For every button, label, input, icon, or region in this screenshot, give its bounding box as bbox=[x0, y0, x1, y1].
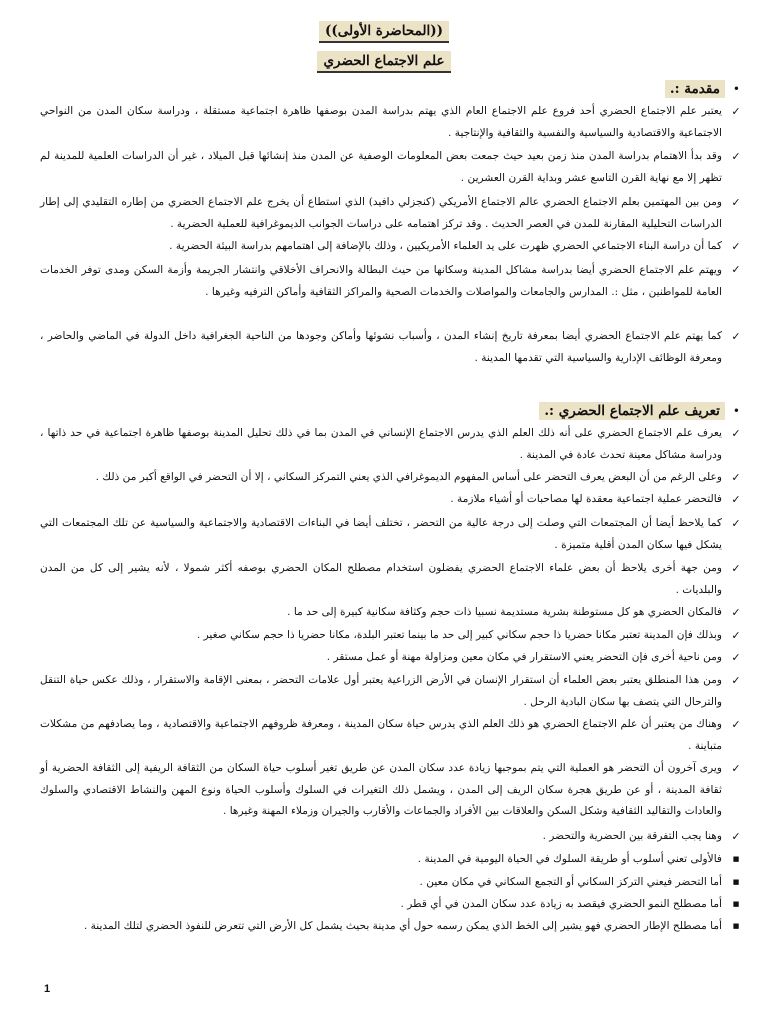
list-item-text: كما يهتم علم الاجتماع الحضري أيضا بمعرفة تاريخ إنشاء المدن ، وأسباب نشوئها وأماكن وجودها من الناحية الجغرافية داخل الدولة في الماضي والحاضر ، ومعرفة الوظائف الإدارية والسياسية التي تقدمها المدينة . bbox=[40, 330, 722, 364]
list-item-text: ويهتم علم الاجتماع الحضري أيضا بدراسة مشاكل المدينة وسكانها من حيث البطالة والانحراف الأخلاقي وانتشار الجريمة وأزمة السكن ومدى توفر الخدمات العامة للمواطنين ، مثل :. المدارس والجامعات والمواصلات والخدمات الصحية والمراكز الثقافية وأماكن الترفيه وغيرها . bbox=[40, 264, 722, 298]
list-item bbox=[40, 101, 744, 144]
checkmark-icon: ✓ bbox=[731, 240, 741, 253]
list-item bbox=[40, 513, 744, 556]
square-bullet-icon: ■ bbox=[732, 855, 740, 863]
list-item bbox=[40, 326, 744, 369]
lecture-title-text: ((المحاضرة الأولى)) bbox=[319, 21, 449, 43]
checkmark-icon: ✓ bbox=[731, 427, 741, 440]
checkmark-icon: ✓ bbox=[731, 830, 741, 843]
checkmark-icon: ✓ bbox=[731, 606, 741, 619]
square-bullet-icon: ■ bbox=[732, 922, 740, 930]
list-item-text: أما مصطلح النمو الحضري فيقصد به زيادة عدد سكان المدن في أي قطر . bbox=[400, 898, 722, 910]
lecture-title bbox=[0, 20, 768, 43]
list-item-text: ومن جهة أخرى يلاحظ أن بعض علماء الاجتماع الحضري يفضلون استخدام مصطلح المكان الحضري بوصفه أكثر شمولا ، لأنه يشير إلى كل من المدن والبلديات . bbox=[40, 562, 722, 596]
list-item bbox=[40, 602, 744, 624]
list-item bbox=[40, 916, 744, 938]
list-item bbox=[40, 894, 744, 916]
list-item-text: فالتحضر عملية اجتماعية معقدة لها مصاحبات أو أشياء ملازمة . bbox=[450, 493, 722, 505]
list-item bbox=[40, 192, 744, 235]
list-item-text: كما أن دراسة البناء الاجتماعي الحضري ظهرت على يد العلماء الأمريكيين ، وذلك بالإضافة إلى اهتمامهم بدراسة البيئة الحضرية . bbox=[169, 240, 722, 252]
checkmark-icon: ✓ bbox=[731, 517, 741, 530]
list-item-text: كما يلاحظ أيضا أن المجتمعات التي وصلت إلى درجة عالية من التحضر ، تختلف أيضا في البناءات الاقتصادية والاجتماعية والسياسية عن تلك المجتمعات التي يشكل فيها سكان المدن أقلية متميزة . bbox=[40, 517, 722, 551]
list-item-text: يعرف علم الاجتماع الحضري على أنه ذلك العلم الذي يدرس الاجتماع الإنساني في المدن بما في ذلك تحليل المدينة بوصفها ظاهرة اجتماعية في حد ذاتها ، ودراسة مشاكل معينة تحدث عادة في المدينة . bbox=[40, 427, 722, 461]
list-item bbox=[40, 670, 744, 713]
checkmark-icon: ✓ bbox=[731, 718, 741, 731]
list-item bbox=[40, 872, 744, 894]
checkmark-icon: ✓ bbox=[731, 651, 741, 664]
section-heading-definition bbox=[539, 400, 740, 422]
list-item-text: ومن بين المهتمين بعلم الاجتماع الحضري عالم الاجتماع الأمريكي (كنجزلي دافيد) الذي استطاع أن يخرج علم الاجتماع الحضري من إطاره التقليدي إلى إطار الدراسات التحليلية المقارنة للمدن في العصر الحديث . وقد تركز اهتمامه على دراسات الجوانب الديموغرافية للعملية الحضرية . bbox=[40, 196, 722, 230]
list-item-text: يعتبر علم الاجتماع الحضري أحد فروع علم الاجتماع العام الذي يهتم بدراسة المدن بوصفها ظاهرة اجتماعية مستقلة ، ودراسة سكان المدن من النواحي الاجتماعية والاقتصادية والسياسية والنفسية والثقافية والإنتاجية . bbox=[40, 105, 722, 139]
list-item bbox=[40, 826, 744, 848]
list-item bbox=[40, 489, 744, 511]
list-item bbox=[40, 467, 744, 489]
list-item bbox=[40, 647, 744, 669]
list-item-text: أما التحضر فيعني التركز السكاني أو التجمع السكاني في مكان معين . bbox=[419, 876, 722, 888]
list-item bbox=[40, 423, 744, 466]
checkmark-icon: ✓ bbox=[731, 150, 741, 163]
section-heading-text: تعريف علم الاجتماع الحضري :. bbox=[539, 402, 725, 420]
checkmark-icon: ✓ bbox=[731, 562, 741, 575]
list-item-text: وعلى الرغم من أن البعض يعرف التحضر على أساس المفهوم الديموغرافي الذي يعني التمركز السكاني ، إلا أن التحضر في الواقع أكبر من ذلك . bbox=[95, 471, 722, 483]
list-item bbox=[40, 714, 744, 757]
list-item-text: وهناك من يعتبر أن علم الاجتماع الحضري هو ذلك العلم الذي يدرس حياة سكان المدينة ، ومعرفة ظروفهم الاجتماعية والاقتصادية ، وما يصادفهم من مشكلات متباينة . bbox=[40, 718, 722, 752]
bullet-icon: • bbox=[732, 82, 740, 96]
list-item-text: ومن هذا المنطلق يعتبر بعض العلماء أن استقرار الإنسان في الأرض الزراعية يعتبر أول علامات التحضر ، بمعنى الإقامة والاستقرار ، وذلك عكس حياة التنقل والترحال التي يتصف بها سكان البادية الرحل . bbox=[40, 674, 722, 708]
list-item bbox=[40, 758, 744, 823]
square-bullet-icon: ■ bbox=[732, 900, 740, 908]
square-bullet-icon: ■ bbox=[732, 878, 740, 886]
list-item-text: ويرى آخرون أن التحضر هو العملية التي يتم بموجبها زيادة عدد سكان المدن عن طريق تغير أسلوب حياة السكان من الثقافة الريفية إلى الثقافة الحضرية أو ثقافة المدينة ، أو عن طريق هجرة سكان الريف إلى المدن ، ويشمل ذلك التغيرات في السلوك وأسلوب الحياة ونوع المهن والنشاط الاقتصادي والسلوك والعادات والتقاليد الثقافية وشكل السكن والعلاقات بين الأفراد والجماعات والأقارب والجيران وزملاء المهنة وغيرها . bbox=[40, 762, 722, 817]
checkmark-icon: ✓ bbox=[731, 762, 741, 775]
list-item-text: فالمكان الحضري هو كل مستوطنة بشرية مستديمة نسبيا ذات حجم وكثافة سكانية كبيرة إلى حد ما . bbox=[287, 606, 722, 618]
list-item-text: فالأولى تعني أسلوب أو طريقة السلوك في الحياة اليومية في المدينة . bbox=[417, 853, 722, 865]
checkmark-icon: ✓ bbox=[731, 471, 741, 484]
checkmark-icon: ✓ bbox=[731, 196, 741, 209]
list-item bbox=[40, 625, 744, 647]
course-title-text: علم الاجتماع الحضري bbox=[317, 51, 450, 73]
list-item bbox=[40, 849, 744, 871]
bullet-icon: • bbox=[732, 404, 740, 418]
course-title bbox=[0, 50, 768, 73]
list-item bbox=[40, 236, 744, 258]
list-item-text: وهنا يجب التفرقة بين الحضرية والتحضر . bbox=[542, 830, 722, 842]
checkmark-icon: ✓ bbox=[731, 674, 741, 687]
list-item bbox=[40, 259, 744, 303]
list-item-text: أما مصطلح الإطار الحضري فهو يشير إلى الخط الذي يمكن رسمه حول أي مدينة بحيث يشمل كل الأرض التي تتعرض للنفوذ الحضري لتلك المدينة . bbox=[83, 920, 722, 932]
page-number: 1 bbox=[44, 983, 51, 995]
checkmark-icon: ✓ bbox=[731, 493, 741, 506]
checkmark-icon: ✓ bbox=[731, 263, 741, 276]
list-item-text: ومن ناحية أخرى فإن التحضر يعني الاستقرار في مكان معين ومزاولة مهنة أو عمل مستقر . bbox=[326, 651, 722, 663]
list-item-text: وقد بدأ الاهتمام بدراسة المدن منذ زمن بعيد حيث جمعت بعض المعلومات الوصفية عن المدن منذ إنشائها قبل الميلاد ، غير أن الدراسات العلمية للمدينة لم تظهر إلا مع نهاية القرن التاسع عشر وبداية القرن العشرين . bbox=[40, 150, 722, 184]
checkmark-icon: ✓ bbox=[731, 629, 741, 642]
checkmark-icon: ✓ bbox=[731, 105, 741, 118]
list-item-text: وبذلك فإن المدينة تعتبر مكانا حضريا ذا حجم سكاني كبير إلى حد ما بينما تعتبر البلدة، مكانا حضريا ذا حجم سكاني صغير . bbox=[196, 629, 722, 641]
section-heading-intro bbox=[665, 78, 740, 100]
list-item bbox=[40, 558, 744, 601]
section-heading-text: مقدمة :. bbox=[665, 80, 725, 98]
checkmark-icon: ✓ bbox=[731, 330, 741, 343]
list-item bbox=[40, 146, 744, 189]
